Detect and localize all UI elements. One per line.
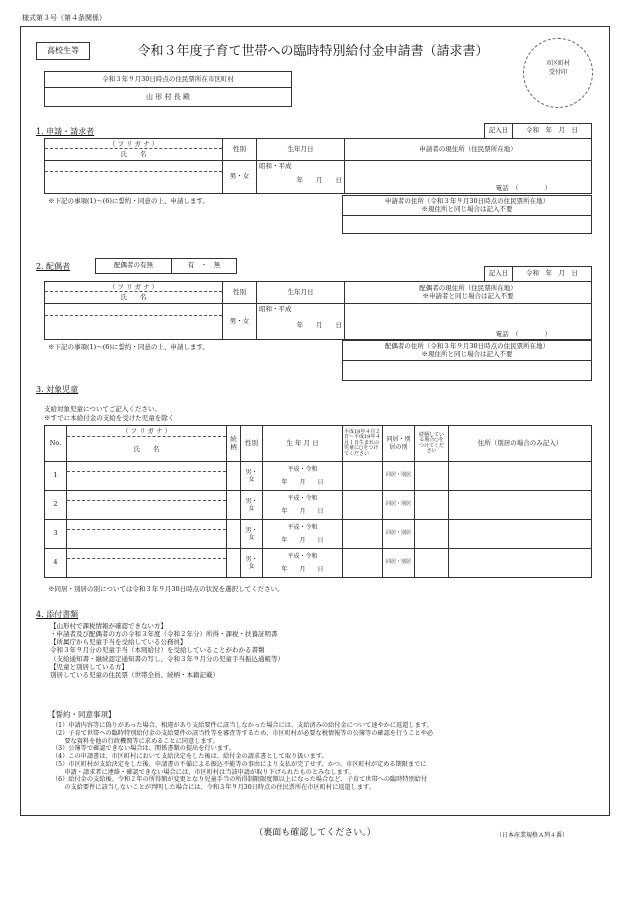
child-gender[interactable]: 男・女 [241,462,263,491]
addressee-box [44,71,292,107]
attachment-line: 令和３年９月分の児童手当（本則給付）を受給していることがわかる書類 [50,646,265,655]
gender-header: 性別 [223,282,257,304]
col-separate: 続柄している場合○をつけてください [415,426,449,462]
category-badge: 高校生等 [36,42,90,60]
applicant-dob[interactable]: 昭和・平成 年 月 日 [257,161,345,194]
child-dob[interactable]: 平成・令和 年 月 日 [263,520,343,549]
child-separate[interactable] [415,462,449,491]
entry-date-label: 記入日 [485,267,513,282]
child-address[interactable] [449,549,592,578]
address-header: 令和３年９月30日時点の住民票所在市区町村 [45,72,292,88]
spouse-presence-value[interactable]: 有 ・ 無 [172,259,237,274]
section-1-title: 1. 申請・請求者 [36,127,95,136]
section-1-pledge: ※下記の事項(1)～(6)に誓約・同意の上、申請します。 [48,197,209,205]
stamp-label-2: 受付印 [548,69,567,76]
registered-address-header: 申請者の住所（令和３年９月30日時点の住民票所在地） ※現住所と同じ場合は記入不要 [343,196,592,216]
child-address[interactable] [449,520,592,549]
gender-header: 性別 [223,139,257,161]
col-dob: 生 年 月 日 [263,426,343,462]
current-address-header: 申請者の現住所（住民票所在地） [345,139,592,161]
child-gender[interactable]: 男・女 [241,491,263,520]
attachment-line: ・申請者及び配偶者の方の令和３年度（令和２年分）所得・課税・扶養証明書 [50,630,278,639]
child-birth-check[interactable] [343,520,383,549]
col-name: （ フ リ ガ ナ ） 氏 名 [67,426,227,462]
child-row [45,491,592,520]
entry-date-field[interactable]: 令和 年 月 日 [513,124,592,139]
child-birth-check[interactable] [343,549,383,578]
pledge-item: （6）給付金の支給後、令和２年の所得額が変更となり児童手当の所得制限限度額以上になった場合など、子育て世帯への臨時特別給付 [52,776,428,784]
col-address: 住所（別居の場合のみ記入） [449,426,592,462]
child-dob[interactable]: 平成・令和 年 月 日 [263,462,343,491]
child-row [45,520,592,549]
spouse-current-address-header: 配偶者の現住所（住民票所在地） ※申請者と同じ場合は記入不要 [345,282,592,304]
child-gender[interactable]: 男・女 [241,520,263,549]
child-dob[interactable]: 平成・令和 年 月 日 [263,491,343,520]
page-title: 令和３年度子育て世帯への臨時特別給付金申請書（請求書） [137,44,489,59]
spouse-presence [95,258,237,274]
spouse-address-field[interactable] [345,304,592,340]
children-table [44,425,592,578]
col-relation: 続柄 [227,426,241,462]
child-no: 4 [45,549,67,578]
applicant-name-header: （ フ リ ガ ナ ） 氏 名 [45,139,223,161]
applicant-name-field[interactable] [45,161,223,194]
attachment-line: 別居している児童の住民票（世帯全員、続柄・本籍記載） [50,670,219,679]
child-living[interactable]: 同居・別居 [383,520,415,549]
col-living: 同居・別居の別 [383,426,415,462]
spouse-gender[interactable]: 男・女 [223,304,257,340]
reception-stamp [523,38,593,108]
child-row [45,462,592,491]
pledge-item: （1）申請内容等に偽りがあった場合、相違があり支給要件に該当しなかった場合には、支給済みの給付金について速やかに返還します。 [52,722,433,729]
applicant-address-field[interactable] [345,161,592,194]
spouse-registered-address-field[interactable] [343,361,592,381]
child-name-field[interactable] [67,520,227,549]
child-gender[interactable]: 男・女 [241,549,263,578]
section-2-pledge: ※下記の事項(1)～(6)に誓約・同意の上、申請します。 [48,343,209,351]
pledge-item: 申請・請求者に連絡・確認できない場合には、市区町村は当該申請が取り下げられたものとみなします。 [52,768,355,776]
spouse-registered-address-header: 配偶者の住所（令和３年９月30日時点の住民票所在地） ※現住所と同じ場合は記入不要 [343,341,592,361]
child-separate[interactable] [415,549,449,578]
pledge-list [52,722,600,792]
child-address[interactable] [449,462,592,491]
child-name-field[interactable] [67,462,227,491]
dob-header: 生年月日 [257,139,345,161]
spouse-registered-address [342,340,592,381]
pledge-item: （4）この申請書は、市区町村において支給決定をした後は、給付金の請求書として取り扱います。 [52,753,328,760]
child-birth-check[interactable] [343,491,383,520]
child-living[interactable]: 同居・別居 [383,491,415,520]
child-no: 2 [45,491,67,520]
child-row [45,549,592,578]
entry-date-label: 記入日 [485,124,513,139]
child-no: 1 [45,462,67,491]
child-relation[interactable] [227,462,241,491]
col-gender: 性別 [241,426,263,462]
addressee: 山 形 村 長 殿 [45,88,292,107]
child-birth-check[interactable] [343,462,383,491]
spouse-name-field[interactable] [45,304,223,340]
section-4-title: 4. 添付書類 [36,610,79,619]
attachment-line: 【所属庁から児童手当を受給している公務員】 [50,638,187,647]
spouse-name-header: （ フ リ ガ ナ ） 氏 名 [45,282,223,304]
pledge-item: （2）子育て世帯への臨時特別給付金の支給要件の該当性等を審査等するため、市区町村が必要な税情報等の公簿等の確認を行うことや必 [52,729,434,737]
child-relation[interactable] [227,520,241,549]
attachment-line: （支給通知書・継続認定通知書の写し、令和３年９月分の児童手当振込通帳等） [50,654,284,663]
child-name-field[interactable] [67,491,227,520]
pledge-item: （5）市区町村が支給決定をした後、申請書の不備による振込不能等の事由により支払が完了せず、かつ、市区町村が定める期限までに [52,760,427,768]
attachment-line: 【児童と別居している方】 [50,662,128,671]
child-living[interactable]: 同居・別居 [383,462,415,491]
child-relation[interactable] [227,549,241,578]
child-separate[interactable] [415,491,449,520]
section-3-title: 3. 対象児童 [36,385,79,394]
applicant-registered-address [342,195,592,234]
phone-label: 電話 （ ） [495,184,551,193]
child-name-field[interactable] [67,549,227,578]
entry-date-field[interactable]: 令和 年 月 日 [513,267,592,282]
registered-address-field[interactable] [343,216,592,234]
form-number: 様式第３号（第４条関係） [22,14,106,22]
phone-label: 電話 （ ） [495,330,551,339]
paper-size: （日本産業規格Ａ列４番） [496,832,569,839]
pledge-item: の支給要件に該当しないことが判明した場合には、令和３年９月30日時点の住民票所在市区町村に返還します。 [52,784,375,791]
applicant-table [44,138,592,194]
section-3-intro: 支給対象児童についてご記入ください。 [44,405,161,413]
section-3-footnote: ※同居・別居の別については令和３年９月30日時点の状況を選択してください。 [48,585,284,593]
pledge-item: 要な資料を他の行政機関等に求めることに同意します。 [52,737,219,745]
spouse-table [44,281,592,340]
attachments-list [50,622,284,679]
child-address[interactable] [449,491,592,520]
pledge-item: （3）公簿等で確認できない場合は、関係書類の提出を行います。 [52,745,235,753]
stamp-label-1: 市区町村 [545,60,570,67]
spouse-presence-label: 配偶者の有無 [96,259,172,274]
col-birth-check: 平成18年４月２日～平成19年４月１日生まれの児童に○をつけてください [343,426,383,462]
child-relation[interactable] [227,491,241,520]
entry-date-2 [484,266,592,282]
child-dob[interactable]: 平成・令和 年 月 日 [263,549,343,578]
section-2-title: 2. 配偶者 [36,262,71,271]
footer-note: （裏面も確認してください。） [254,828,376,838]
applicant-gender[interactable]: 男・女 [223,161,257,194]
section-3-note: ※すでに本給付金の支給を受けた児童を除く [44,414,175,422]
pledge-title: 【誓約・同意事項】 [48,710,116,719]
col-no: No. [45,426,67,462]
spouse-dob[interactable]: 昭和・平成 年 月 日 [257,304,345,340]
child-no: 3 [45,520,67,549]
entry-date-1 [484,123,592,139]
dob-header: 生年月日 [257,282,345,304]
child-separate[interactable] [415,520,449,549]
child-living[interactable]: 同居・別居 [383,549,415,578]
attachment-line: 【山形村で課税情報が確認できない方】 [50,622,167,630]
